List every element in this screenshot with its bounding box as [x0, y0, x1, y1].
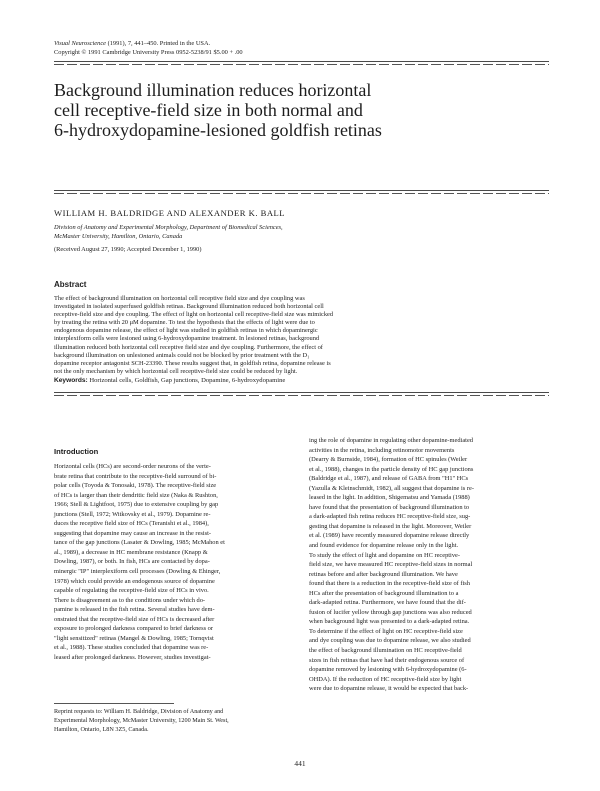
title-line: Background illumination reduces horizontal — [54, 80, 372, 100]
footnote-line: Reprint requests to: William H. Baldridge, Division of Anatomy and — [54, 708, 224, 715]
body-line: fusion of lucifer yellow through gap junctions was also reduced — [309, 608, 472, 616]
abstract-line: endogenous dopamine release, the effect of light was studied in goldfish retinas in which dopaminergic — [54, 327, 318, 335]
body-line: the effect of background illumination on HC receptive-field — [309, 647, 462, 655]
top-rule-dotted — [54, 64, 549, 65]
footnote-rule — [54, 703, 174, 704]
body-line: (Baldridge et al., 1987), and release of GABA from "H1" HCs — [309, 475, 469, 483]
body-line: (Dearry & Burnside, 1984), formation of HC spinules (Weiler — [309, 456, 468, 464]
body-line: junctions (Stell, 1972; Witkovsky et al., 1979). Dopamine re- — [54, 510, 211, 518]
body-line: dopamine removed by lesioning with 6-hydroxydopamine (6- — [309, 666, 467, 674]
paper-title — [54, 80, 554, 140]
abstract-rule-dotted — [54, 395, 549, 396]
body-line: brate retina that contribute to the receptive-field surround of bi- — [54, 472, 217, 480]
body-line: suggesting that dopamine may cause an increase in the resist- — [54, 529, 212, 537]
keywords — [54, 377, 285, 384]
page-number: 441 — [294, 759, 306, 768]
body-line: tance of the gap junctions (Lasater & Dowling, 1985; McMahon et — [54, 539, 225, 547]
copyright-line: Copyright © 1991 Cambridge University Press 0952-5238/91 $5.00 + .00 — [54, 49, 243, 56]
abstract-line: background illumination on unlesioned animals could not be blocked by prior treatment with the D₁ — [54, 351, 310, 359]
reprint-footnote — [54, 707, 229, 734]
body-line: retinas before and after background illumination. We have — [309, 570, 458, 578]
section-heading-introduction: Introduction — [54, 447, 99, 456]
abstract-line: by treating the retina with 20 μM dopamine. To test the hypothesis that the effects of light were due to — [54, 319, 315, 327]
abstract-line: illumination reduced both horizontal cell receptive field size and dye coupling. Furthermore, the effect of — [54, 343, 323, 351]
body-line: polar cells (Toyoda & Tonosaki, 1978). The receptive-field size — [54, 482, 217, 490]
received-dates: (Received August 27, 1990; Accepted December 1, 1990) — [54, 246, 202, 253]
title-line: 6-hydroxydopamine-lesioned goldfish retinas — [54, 120, 382, 140]
body-line: al., 1989), a decrease in HC membrane resistance (Knapp & — [54, 548, 208, 556]
body-line: There is disagreement as to the conditions under which do- — [54, 596, 206, 604]
title-line: cell receptive-field size in both normal and — [54, 100, 363, 120]
body-line: leased after prolonged darkness. However, studies investigat- — [54, 653, 211, 661]
body-line: ing the role of dopamine in regulating other dopamine-mediated — [309, 437, 473, 444]
title-rule-dotted — [54, 193, 549, 194]
abstract-heading: Abstract — [54, 280, 87, 289]
authors: WILLIAM H. BALDRIDGE AND ALEXANDER K. BALL — [54, 208, 286, 218]
top-rule — [54, 61, 549, 62]
body-line: HCs after the presentation of background illumination to a — [309, 589, 459, 597]
journal-name: Visual Neuroscience — [54, 40, 106, 47]
body-line: leased in the light. In addition, Shigematsu and Yamada (1988) — [309, 494, 470, 502]
affiliation-line: McMaster University, Hamilton, Ontario, Canada — [54, 233, 183, 240]
body-line: and found evidence for dopamine release only in the light. — [309, 542, 459, 550]
body-line: dark-adapted retina. Furthermore, we have found that the dif- — [309, 599, 466, 607]
body-line: capable of regulating the receptive-field size of HCs in vivo. — [54, 587, 209, 595]
abstract-line: interplexiform cells were lesioned using 6-hydroxydopamine treatment. In lesioned retinas, background — [54, 335, 320, 343]
body-line: of HCs is larger than their dendritic field size (Naka & Rushton, — [54, 491, 218, 499]
body-line: et al. (1989) have recently measured dopamine release directly — [309, 532, 470, 540]
abstract-line: dopamine receptor antagonist SCH-23390. These results suggest that, in goldfish retina, dopamine release is — [54, 359, 331, 367]
body-line: onstrated that the receptive-field size of HCs is decreased after — [54, 615, 215, 623]
body-line: pamine is released in the fish retina. Several studies have dem- — [54, 606, 215, 614]
abstract-line: receptive-field size and dye coupling. The effect of light on horizontal cell receptive-field size was mimicked — [54, 311, 334, 319]
body-line: when background light was presented to a dark-adapted retina. — [309, 618, 470, 626]
abstract-line: not the only mechanism by which horizontal cell receptive-field size could be reduced by light. — [54, 367, 298, 375]
journal-citation-rest: (1991), 7, 441–450. Printed in the USA. — [106, 40, 211, 47]
abstract-rule — [54, 392, 549, 393]
body-line: 1978) which could provide an endogenous source of dopamine — [54, 577, 215, 585]
body-line: exposure to prolonged darkness compared to brief darkness or — [54, 625, 214, 633]
body-line: (Yazulla & Kleinschmidt, 1982), all suggest that dopamine is re- — [309, 484, 474, 492]
body-line: found that there is a reduction in the receptive-field size of fish — [309, 580, 470, 588]
affiliation-line: Division of Anatomy and Experimental Morphology, Department of Biomedical Sciences, — [54, 224, 283, 231]
body-line: were due to dopamine release, it would be expected that back- — [309, 685, 469, 693]
journal-citation — [54, 39, 243, 48]
body-line: 1966; Stell & Lightfoot, 1975) due to extensive coupling by gap — [54, 501, 219, 509]
body-line: have found that the presentation of background illumination to — [309, 503, 470, 511]
keywords-text: Horizontal cells, Goldfish, Gap junctions, Dopamine, 6-hydroxydopamine — [87, 377, 286, 384]
body-line: sizes in fish retinas that have had their endogenous source of — [309, 656, 465, 664]
body-line: To determine if the effect of light on HC receptive-field size — [309, 627, 463, 635]
footnote-line: Experimental Morphology, McMaster University, 1200 Main St. West, — [54, 717, 229, 724]
body-line: minergic "IP" interplexiform cell processes (Dowling & Ehinger, — [54, 568, 221, 576]
body-line: activities in the retina, including retinomotor movements — [309, 446, 455, 454]
body-column-right — [309, 436, 559, 694]
abstract-line: The effect of background illumination on horizontal cell receptive field size and dye coupling was — [54, 295, 305, 302]
abstract-line: investigated in isolated superfused goldfish retinas. Background illumination reduced both horizontal cell — [54, 303, 324, 311]
body-line: gesting that dopamine is released in the light. Moreover, Weiler — [309, 522, 472, 530]
body-column-left — [54, 462, 294, 662]
body-line: OHDA). If the reduction of HC receptive-field size by light — [309, 675, 462, 683]
title-rule — [54, 190, 549, 191]
body-line: and dye coupling was due to dopamine release, we also studied — [309, 637, 471, 645]
body-line: "light sensitized" retinas (Mangel & Dowling, 1985; Tornqvist — [54, 634, 214, 642]
body-line: field size, we have measured HC receptive-field sizes in normal — [309, 561, 473, 569]
footnote-line: Hamilton, Ontario, L8N 3Z5, Canada. — [54, 726, 149, 733]
journal-header — [54, 39, 243, 57]
keywords-label: Keywords: — [54, 377, 88, 384]
body-line: et al., 1988), changes in the particle density of HC gap junctions — [309, 465, 474, 473]
affiliation — [54, 223, 283, 241]
body-line: Dowling, 1987), or both. In fish, HCs are contacted by dopa- — [54, 558, 210, 566]
body-line: Horizontal cells (HCs) are second-order neurons of the verte- — [54, 463, 211, 470]
body-line: et al., 1988). These studies concluded that dopamine was re- — [54, 644, 209, 652]
body-line: a dark-adapted fish retina reduces HC receptive-field size, sug- — [309, 513, 471, 521]
body-line: duces the receptive field size of HCs (Teranishi et al., 1984), — [54, 520, 209, 528]
abstract-body — [54, 295, 552, 376]
body-line: To study the effect of light and dopamine on HC receptive- — [309, 551, 460, 559]
